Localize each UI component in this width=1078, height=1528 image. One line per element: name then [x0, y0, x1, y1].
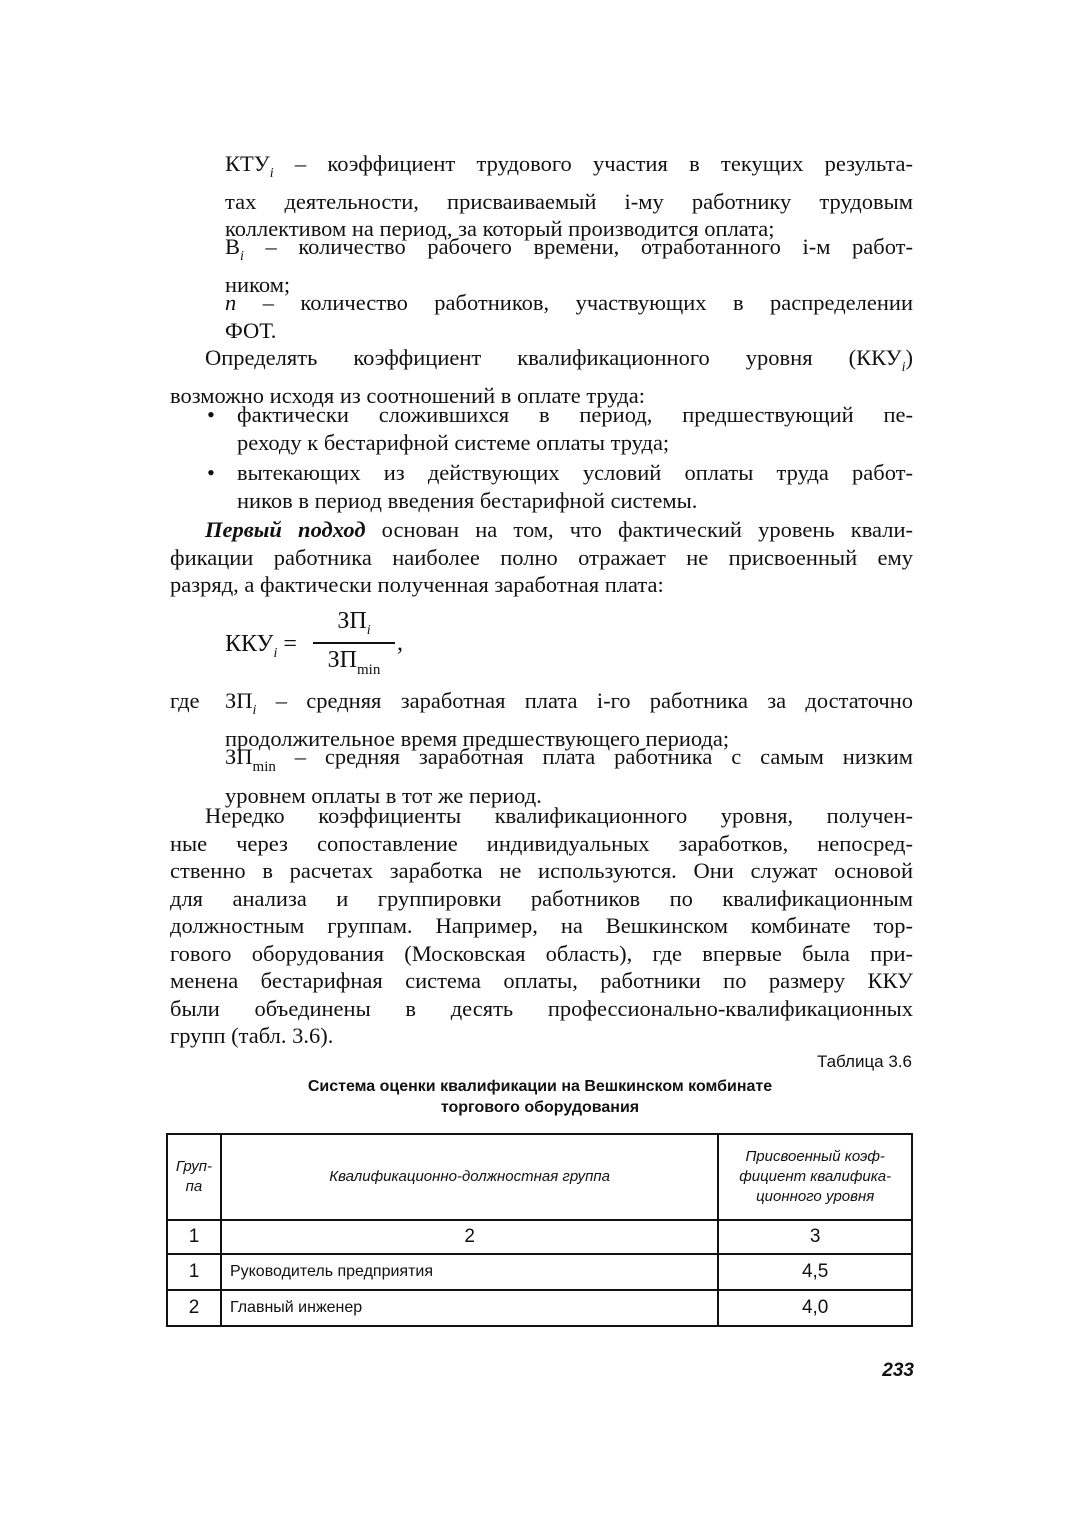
header-group: Груп-па: [167, 1134, 221, 1220]
cell-position: Главный инженер: [221, 1290, 718, 1326]
zp-symbol: ЗП: [225, 688, 253, 713]
b-symbol: В: [225, 234, 241, 259]
page-number: 233: [882, 1360, 914, 1381]
ktu-line-3: коллективом на период, за который производится оплата;: [225, 216, 775, 241]
para1-line-1a: Определять коэффициент квалификационного уровня (ККУ: [205, 345, 902, 370]
table-title-line-2: торгового оборудования: [440, 1099, 640, 1116]
definition-ktu: [225, 150, 913, 243]
table-column-number-row: [167, 1220, 912, 1254]
para2-line-3: разряд, а фактически полученная заработная плата:: [170, 572, 664, 597]
bullet-2-line-2: ников в период введения бестарифной системы.: [237, 487, 698, 513]
bullet-1-line-2: реходу к бестарифной системе оплаты труда;: [237, 429, 670, 455]
para3-line: ные через сопоставление индивидуальных заработков, непосред-: [170, 830, 913, 856]
formula-comma: ,: [397, 630, 403, 656]
formula-denominator-subscript: min: [357, 662, 381, 678]
para3-line: менена бестарифная система оплаты, работники по размеру ККУ: [170, 968, 913, 993]
zp-line-1: – средняя заработная плата i-го работника за достаточно: [275, 688, 913, 713]
b-subscript: i: [240, 249, 244, 264]
para3-line: групп (табл. 3.6).: [170, 1023, 334, 1048]
cell-coefficient: 4,5: [718, 1254, 912, 1290]
ktu-line-2: тах деятельности, присваиваемый i-му работнику трудовым: [225, 188, 913, 214]
formula-equals: =: [277, 631, 297, 657]
zpmin-line-1: – средняя заработная плата работника с самым низким: [294, 744, 913, 769]
paragraph-first-approach: [170, 516, 913, 599]
where-label: где: [170, 688, 200, 713]
para2-line-1: основан на том, что фактический уровень квали-: [365, 517, 913, 542]
cell-group: 1: [167, 1254, 221, 1290]
column-number: 1: [167, 1220, 221, 1254]
para3-line: должностным группам. Например, на Вешкинском комбинате тор-: [170, 913, 913, 938]
n-line-1: – количество работников, участвующих в распределении: [262, 290, 914, 315]
zpmin-subscript: min: [252, 759, 276, 775]
list-item: [207, 401, 913, 456]
formula-numerator: ЗП: [337, 608, 367, 634]
header-coefficient: Присвоенный коэф-фициент квалифика-ционного уровня: [718, 1134, 912, 1220]
cell-position: Руководитель предприятия: [221, 1254, 718, 1290]
para1-line-1b: ): [905, 345, 913, 370]
header-position-group: Квалификационно-должностная группа: [221, 1134, 718, 1220]
n-line-2: ФОТ.: [225, 317, 277, 343]
zpmin-symbol: ЗП: [225, 744, 253, 769]
formula-lhs: ККУ: [225, 631, 274, 657]
cell-coefficient: 4,0: [718, 1290, 912, 1326]
para1-line-2: возможно исходя из соотношений в оплате труда:: [170, 382, 645, 408]
ktu-line-1: – коэффициент трудового участия в текущих результа-: [294, 151, 914, 176]
zp-line-2: продолжительное время предшествующего периода;: [225, 725, 730, 751]
bullet-1-line-1: фактически сложившихся в период, предшествующий пе-: [237, 402, 913, 427]
list-item: [207, 459, 913, 514]
column-number: 2: [221, 1220, 718, 1254]
first-approach-emphasis: Первый подход: [205, 517, 366, 542]
table-header-row: [167, 1134, 912, 1220]
zpmin-line-2: уровнем оплаты в тот же период.: [225, 782, 542, 808]
paragraph-kku-intro: [170, 344, 913, 409]
table-row: [167, 1254, 912, 1290]
formula-lhs-subscript: i: [273, 646, 278, 661]
bullet-2-line-1: вытекающих из действующих условий оплаты труда работ-: [237, 460, 913, 485]
cell-group: 2: [167, 1290, 221, 1326]
para3-line: были объединены в десять профессионально-квалификационных: [170, 995, 913, 1021]
para3-line: гового оборудования (Московская область), где впервые была при-: [170, 940, 913, 966]
definition-n: [225, 289, 913, 344]
para3-line: Нередко коэффициенты квалификационного уровня, получен-: [205, 803, 913, 828]
para3-line: для анализа и группировки работников по квалификационным: [170, 885, 913, 911]
table-title: [200, 1076, 880, 1118]
paragraph-grouping: [170, 802, 913, 1050]
n-symbol: n: [225, 290, 237, 315]
fraction-bar: [313, 642, 395, 644]
table-number: Таблица 3.6: [816, 1052, 912, 1071]
b-line-2: ником;: [225, 271, 291, 297]
table-title-line-1: Система оценки квалификации на Вешкинском комбинате: [307, 1078, 773, 1095]
para1-subscript: i: [901, 360, 906, 375]
bullet-marker: •: [207, 402, 215, 427]
qualification-table: [166, 1133, 913, 1327]
para2-line-2: фикации работника наиболее полно отражает не присвоенный ему: [170, 544, 913, 570]
zp-subscript: i: [252, 703, 257, 718]
definition-zpmin: [225, 743, 913, 809]
table-row: [167, 1290, 912, 1326]
formula-denominator: ЗП: [327, 647, 357, 673]
b-line-1: – количество рабочего времени, отработанного i-м работ-: [265, 234, 913, 259]
bullet-marker: •: [207, 460, 215, 485]
formula-numerator-subscript: i: [366, 623, 371, 638]
ktu-subscript: i: [269, 166, 274, 181]
column-number: 3: [718, 1220, 912, 1254]
ktu-symbol: КТУ: [225, 151, 270, 176]
formula-kku: [225, 608, 465, 684]
para3-line: ственно в расчетах заработка не используются. Они служат основой: [170, 858, 913, 883]
